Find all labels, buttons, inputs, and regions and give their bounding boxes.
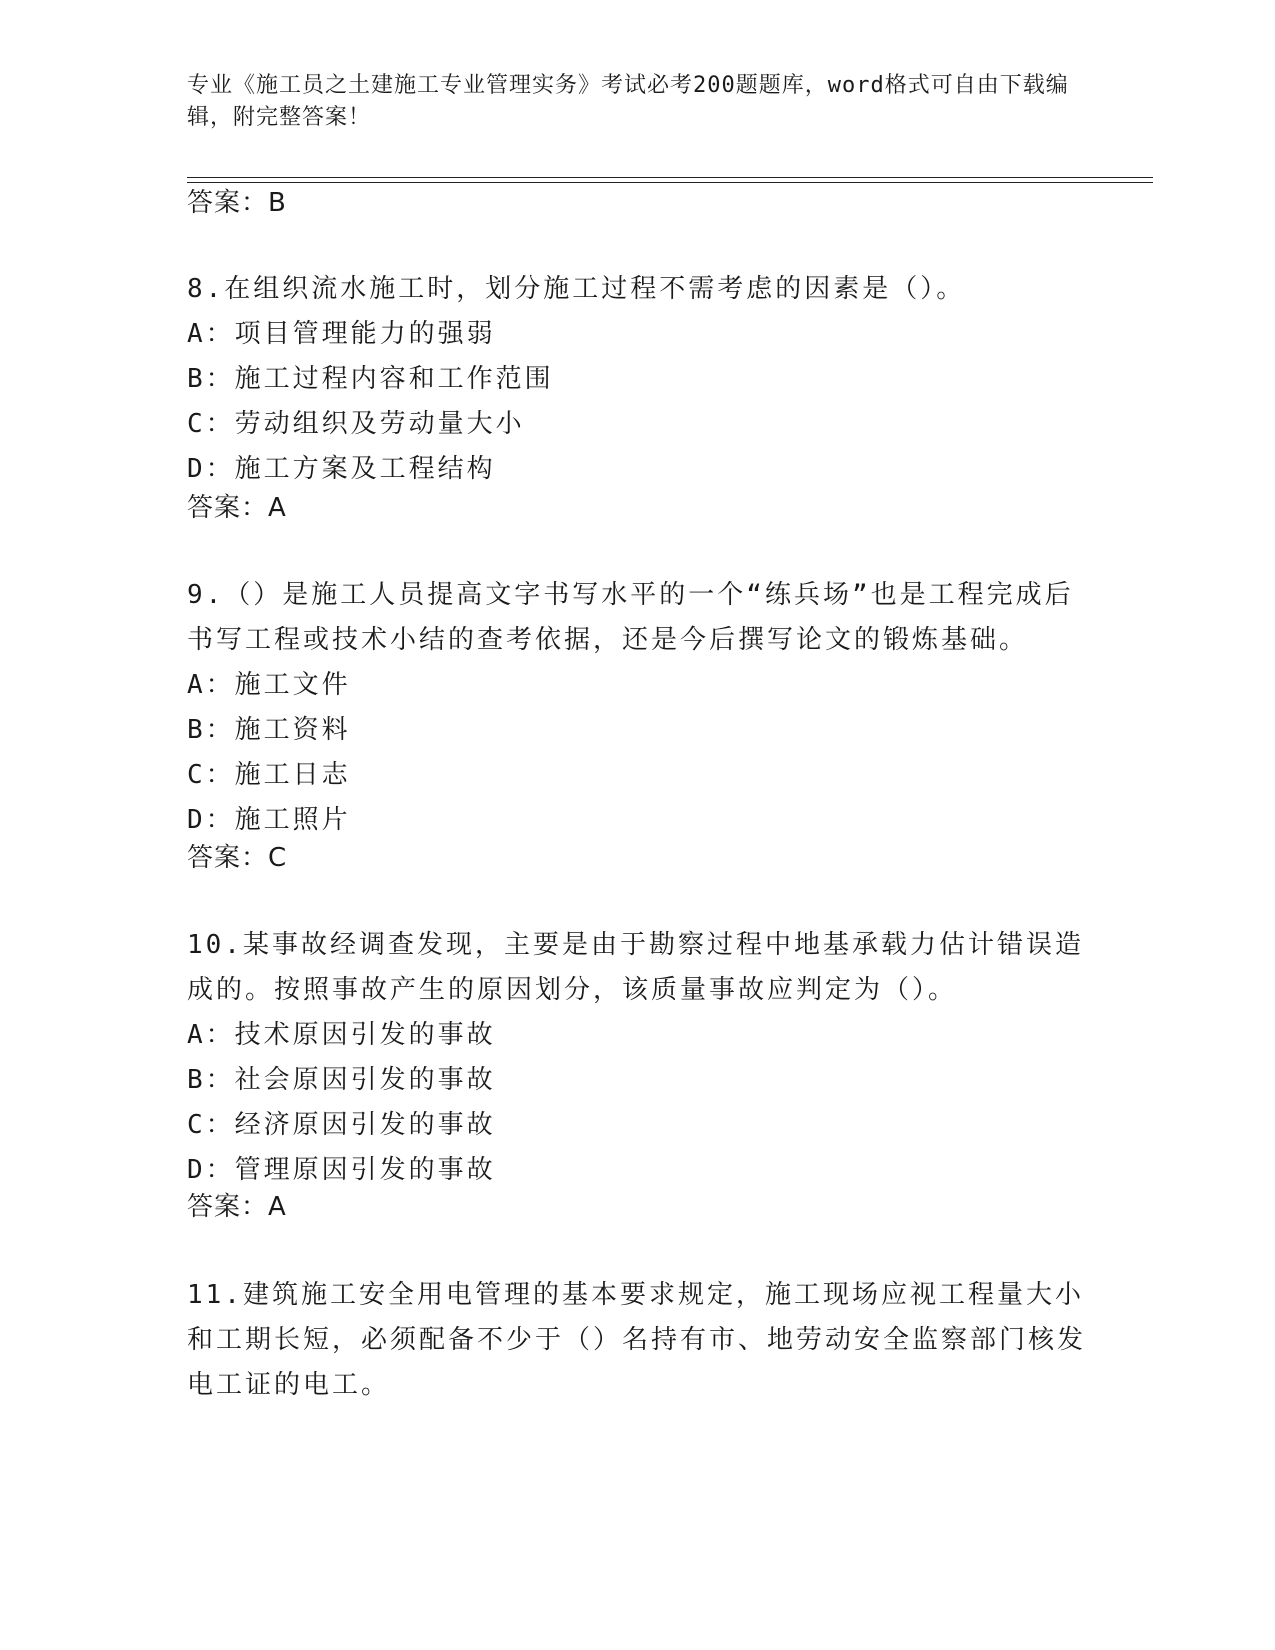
question-11	[187, 1273, 1087, 1408]
option-c: C：劳动组织及劳动量大小	[187, 409, 525, 439]
answer-q9: 答案：C	[187, 843, 288, 873]
answer-q10: 答案：A	[187, 1192, 287, 1222]
header-rule-bottom	[187, 182, 1153, 183]
option-a: A：技术原因引发的事故	[187, 1020, 496, 1050]
question-stem: 10.某事故经调查发现，主要是由于勘察过程中地基承载力估计错误造成的。按照事故产生的原因划分，该质量事故应判定为（）。	[187, 930, 1084, 1005]
question-9	[187, 573, 1087, 843]
question-stem: 9.（）是施工人员提高文字书写水平的一个“练兵场”也是工程完成后书写工程或技术小结的查考依据，还是今后撰写论文的锻炼基础。	[187, 580, 1074, 655]
question-stem: 11.建筑施工安全用电管理的基本要求规定，施工现场应视工程量大小和工期长短，必须配备不少于（）名持有市、地劳动安全监察部门核发电工证的电工。	[187, 1280, 1087, 1400]
header-rule-top	[187, 177, 1153, 178]
option-c: C：经济原因引发的事故	[187, 1110, 496, 1140]
option-b: B：社会原因引发的事故	[187, 1065, 496, 1095]
question-8	[187, 267, 1087, 492]
option-b: B：施工过程内容和工作范围	[187, 364, 554, 394]
option-a: A：施工文件	[187, 670, 351, 700]
question-stem: 8.在组织流水施工时，划分施工过程不需考虑的因素是（）。	[187, 274, 966, 304]
option-c: C：施工日志	[187, 760, 351, 790]
option-a: A：项目管理能力的强弱	[187, 319, 496, 349]
option-d: D：管理原因引发的事故	[187, 1155, 496, 1185]
document-header: 专业《施工员之土建施工专业管理实务》考试必考200题题库，word格式可自由下载编辑，附完整答案！	[187, 73, 1069, 130]
question-10	[187, 923, 1087, 1193]
option-b: B：施工资料	[187, 715, 351, 745]
option-d: D：施工方案及工程结构	[187, 454, 496, 484]
option-d: D：施工照片	[187, 805, 351, 835]
answer-q8: 答案：A	[187, 493, 287, 523]
answer-q7: 答案：B	[187, 188, 287, 218]
